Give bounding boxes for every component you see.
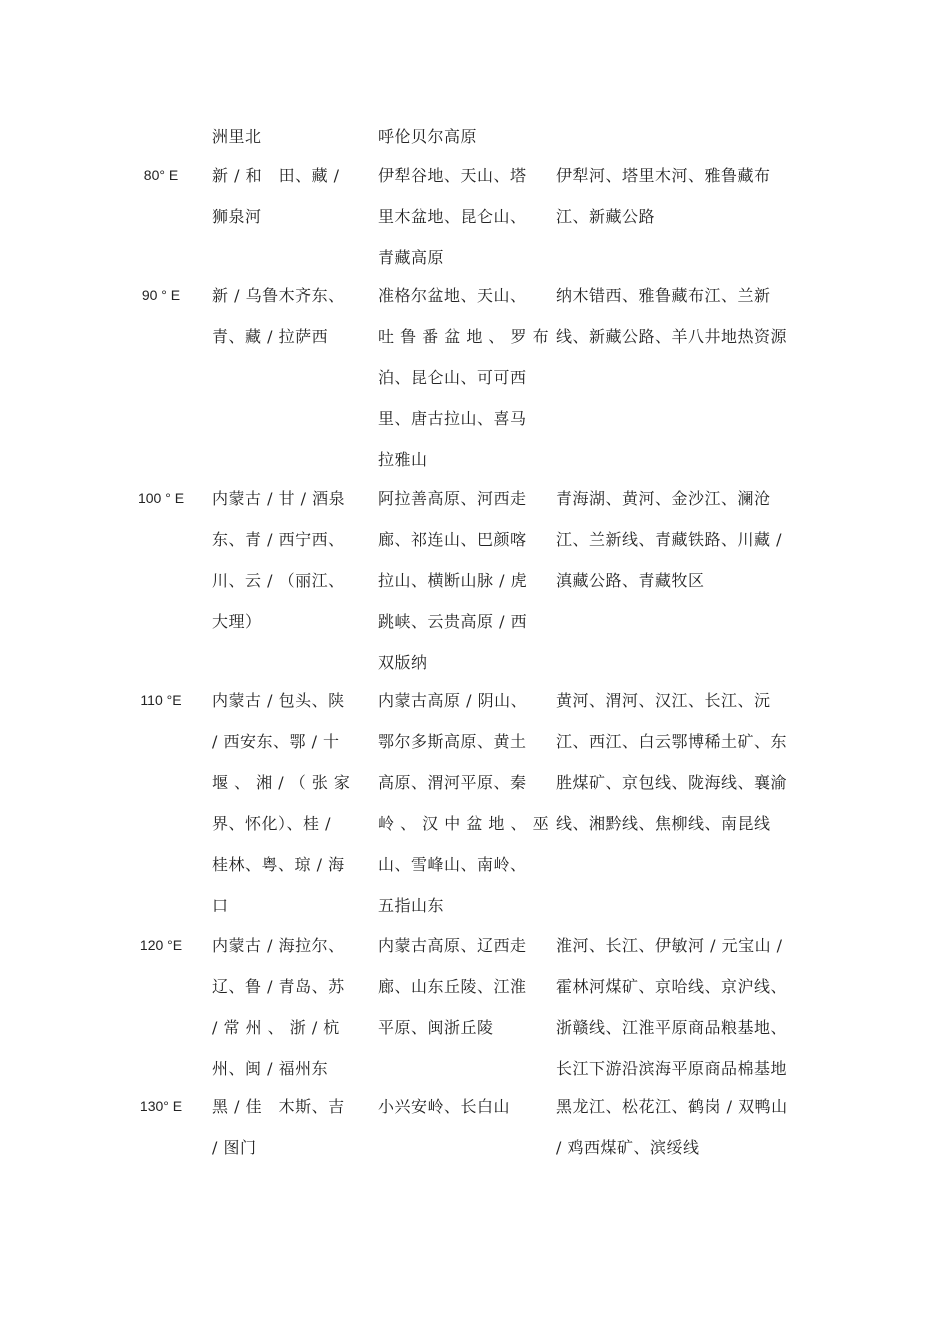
cell-text-line: 黑龙江、松花江、鹤岗 / 双鸭山 (556, 1097, 788, 1116)
cell-text-line: 双版纳 (378, 653, 428, 672)
cell-text-line: 界、怀化）、桂 / (212, 814, 331, 833)
cell-text-line: 廊、祁连山、巴颜喀 (378, 530, 527, 549)
cell-text-line: 狮泉河 (212, 207, 262, 226)
cell-text-line: 跳峡、云贵高原 / 西 (378, 612, 528, 631)
cell-text-line: 江、兰新线、青藏铁路、川藏 / (556, 530, 782, 549)
cell-text-line: 高原、渭河平原、秦 (378, 773, 527, 792)
cell-text-line: 青藏高原 (378, 248, 445, 267)
cell-text-line: 滇藏公路、青藏牧区 (556, 571, 705, 590)
cell-text-line: 新 / 乌鲁木齐东、 (212, 286, 345, 305)
region-column (212, 680, 362, 926)
cell-text-line: 川、云 / （丽江、 (212, 571, 345, 590)
cell-text-line: 江、西江、白云鄂博稀土矿、东 (556, 732, 788, 751)
cell-text-line: 州、闽 / 福州东 (212, 1059, 329, 1078)
cell-text-line: 小兴安岭、长白山 (378, 1097, 511, 1116)
cell-text-line: 东、青 / 西宁西、 (212, 530, 345, 549)
region-column (212, 925, 362, 1089)
longitude-label: 90 ° E (141, 287, 181, 303)
cell-text-line: 鄂尔多斯高原、黄土 (378, 732, 527, 751)
terrain-column (378, 275, 550, 480)
longitude-label: 120 °E (139, 937, 183, 953)
cell-text-line: 五指山东 (378, 896, 445, 915)
cell-text-line: 口 (212, 896, 229, 915)
cell-text-line: 伊犁谷地、天山、塔 (378, 166, 527, 185)
cell-text-line: 准格尔盆地、天山、 (378, 286, 527, 305)
cell-text-line: 拉雅山 (378, 450, 428, 469)
cell-text-line: / 鸡西煤矿、滨绥线 (556, 1138, 700, 1157)
cell-text-line: 洲里北 (212, 127, 262, 146)
longitude-label: 100 ° E (137, 490, 185, 506)
cell-text-line: 呼伦贝尔高原 (378, 127, 478, 146)
feature-column (556, 1086, 802, 1168)
feature-column (556, 925, 802, 1089)
region-column (212, 275, 362, 357)
cell-text-line: 青、藏 / 拉萨西 (212, 327, 329, 346)
cell-text-line: 内蒙古 / 甘 / 酒泉 (212, 489, 346, 508)
terrain-column (378, 1086, 540, 1127)
feature-column (556, 155, 802, 237)
cell-text-line: 胜煤矿、京包线、陇海线、襄渝 (556, 773, 788, 792)
feature-column (556, 275, 802, 357)
cell-text-line: 青海湖、黄河、金沙江、澜沧 (556, 489, 771, 508)
cell-text-line: 纳木错西、雅鲁藏布江、兰新 (556, 286, 771, 305)
terrain-column (378, 680, 550, 926)
cell-text-line: 线、湘黔线、焦柳线、南昆线 (556, 814, 771, 833)
terrain-column (378, 478, 540, 683)
cell-text-line: / 图门 (212, 1138, 257, 1157)
cell-text-line: 江、新藏公路 (556, 207, 656, 226)
cell-text-line: 山、雪峰山、南岭、 (378, 855, 527, 874)
cell-text-line: 浙赣线、江淮平原商品粮基地、 (556, 1018, 788, 1037)
cell-text-line: 新 / 和 田、藏 / (212, 166, 340, 185)
cell-text-line: 里木盆地、昆仑山、 (378, 207, 527, 226)
cell-text-line: 辽、鲁 / 青岛、苏 (212, 977, 345, 996)
longitude-label: 80° E (143, 167, 179, 183)
cell-text-line: 线、新藏公路、羊八井地热资源 (556, 327, 788, 346)
cell-text-line: 廊、山东丘陵、江淮 (378, 977, 527, 996)
cell-text-line: 桂林、粤、琼 / 海 (212, 855, 345, 874)
cell-text-line: 大理） (212, 612, 262, 631)
cell-text-line: 黄河、渭河、汉江、长江、沅 (556, 691, 771, 710)
region-column (212, 155, 362, 237)
cell-text-line: / 西安东、鄂 / 十 (212, 732, 340, 751)
cell-text-line: 里、唐古拉山、喜马 (378, 409, 527, 428)
cell-text-line: 堰 、 湘 / （ 张 家 (212, 773, 351, 792)
cell-text-line: 内蒙古 / 包头、陕 (212, 691, 345, 710)
feature-column (556, 478, 802, 601)
feature-column (556, 680, 802, 844)
cell-text-line: 岭 、 汉 中 盆 地 、 巫 (378, 814, 550, 833)
terrain-column (378, 155, 540, 278)
cell-text-line: 拉山、横断山脉 / 虎 (378, 571, 528, 590)
cell-text-line: / 常 州 、 浙 / 杭 (212, 1018, 340, 1037)
longitude-label: 110 °E (140, 692, 182, 708)
cell-text-line: 泊、昆仑山、可可西 (378, 368, 527, 387)
region-column (212, 478, 362, 642)
cell-text-line: 黑 / 佳 木斯、吉 (212, 1097, 345, 1116)
cell-text-line: 长江下游沿滨海平原商品棉基地 (556, 1059, 788, 1078)
cell-text-line: 内蒙古 / 海拉尔、 (212, 936, 345, 955)
cell-text-line: 内蒙古高原、辽西走 (378, 936, 527, 955)
region-column (212, 116, 362, 157)
cell-text-line: 内蒙古高原 / 阴山、 (378, 691, 528, 710)
terrain-column (378, 925, 540, 1048)
cell-text-line: 伊犁河、塔里木河、雅鲁藏布 (556, 166, 771, 185)
cell-text-line: 吐 鲁 番 盆 地 、 罗 布 (378, 327, 550, 346)
cell-text-line: 阿拉善高原、河西走 (378, 489, 527, 508)
longitude-label: 130° E (139, 1098, 183, 1114)
cell-text-line: 霍林河煤矿、京哈线、京沪线、 (556, 977, 788, 996)
cell-text-line: 平原、闽浙丘陵 (378, 1018, 494, 1037)
region-column (212, 1086, 362, 1168)
terrain-column (378, 116, 540, 157)
cell-text-line: 淮河、长江、伊敏河 / 元宝山 / (556, 936, 783, 955)
